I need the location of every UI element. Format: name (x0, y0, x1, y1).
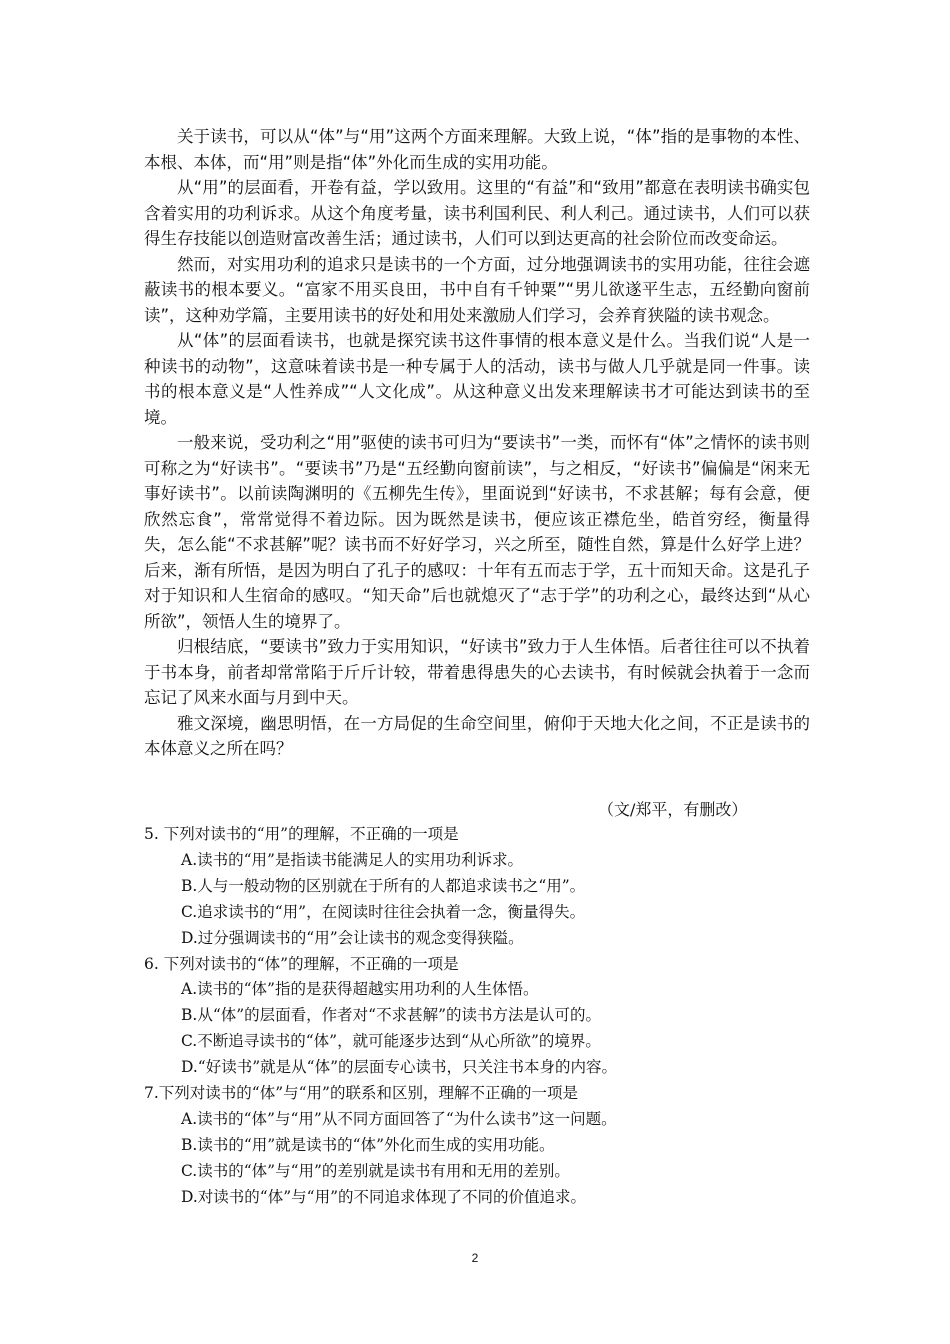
article-paragraph-5: 一般来说，受功利之“用”驱使的读书可归为“要读书”一类，而怀有“体”之情怀的读书则可称之为“好读书”。“要读书”乃是“五经勤向窗前读”，与之相反，“好读书”偏偏是“闲来无事好读书”。以前读陶渊明的《五柳先生传》，里面说到“好读书，不求甚解；每有会意，便欣然忘食”，常常觉得不着边际。因为既然是读书，便应该正襟危坐，皓首穷经，衡量得失，怎么能“不求甚解”呢？读书而不好好学习，兴之所至，随性自然，算是什么好学上进？后来，渐有所悟，是因为明白了孔子的感叹：十年有五而志于学，五十而知天命。这是孔子对于知识和人生宿命的感叹。“知天命”后也就熄灭了“志于学”的功利之心，最终达到“从心所欲”，领悟人生的境界了。 (144, 433, 810, 631)
option-b: B.读书的“用”就是读书的“体”外化而生成的实用功能。 (181, 1135, 555, 1154)
article-source: （文/郑平，有删改） (598, 800, 748, 819)
question-7 (144, 1081, 824, 1211)
article-paragraph-3: 然而，对实用功利的追求只是读书的一个方面，过分地强调读书的实用功能，往往会遮蔽读书的根本要义。“富家不用买良田，书中自有千钟粟”“男儿欲遂平生志，五经勤向窗前读”，这种劝学篇，主要用读书的好处和用处来激励人们学习，会养育狭隘的读书观念。 (144, 254, 810, 325)
question-stem: 5. 下列对读书的“用”的理解，不正确的一项是 (144, 825, 459, 843)
page-number: 2 (471, 1251, 479, 1265)
option-d: D.“好读书”就是从“体”的层面专心读书，只关注书本身的内容。 (181, 1058, 617, 1077)
option-d: D.过分强调读书的“用”会让读书的观念变得狭隘。 (181, 928, 524, 947)
question-stem: 6. 下列对读书的“体”的理解，不正确的一项是 (144, 954, 459, 973)
question-stem: 7.下列对读书的“体”与“用”的联系和区别，理解不正确的一项是 (144, 1084, 578, 1103)
question-5 (144, 822, 824, 952)
article-paragraph-4: 从“体”的层面看读书，也就是探究读书这件事情的根本意义是什么。当我们说“人是一种读书的动物”，这意味着读书是一种专属于人的活动，读书与做人几乎就是同一件事。读书的根本意义是“人性养成”“人文化成”。从这种意义出发来理解读书才可能达到读书的至境。 (144, 331, 810, 427)
option-c: C.不断追寻读书的“体”，就可能逐步达到“从心所欲”的境界。 (181, 1032, 601, 1051)
option-c: C.追求读书的“用”，在阅读时往往会执着一念，衡量得失。 (181, 902, 586, 921)
article-paragraph-7: 雅文深境，幽思明悟，在一方局促的生命空间里，俯仰于天地大化之间，不正是读书的本体意义之所在吗？ (144, 713, 810, 758)
article-paragraph-1: 关于读书，可以从“体”与“用”这两个方面来理解。大致上说，“体”指的是事物的本性、本根、本体，而“用”则是指“体”外化而生成的实用功能。 (144, 127, 810, 172)
option-b: B.从“体”的层面看，作者对“不求甚解”的读书方法是认可的。 (181, 1006, 602, 1025)
article-paragraph-2: 从“用”的层面看，开卷有益，学以致用。这里的“有益”和“致用”都意在表明读书确实包含着实用的功利诉求。从这个角度考量，读书利国利民、利人利己。通过读书，人们可以获得生存技能以创造财富改善生活；通过读书，人们可以到达更高的社会阶位而改变命运。 (144, 178, 810, 248)
article-paragraph-6: 归根结底，“要读书”致力于实用知识，“好读书”致力于人生体悟。后者往往可以不执着于书本身，前者却常常陷于斤斤计较，带着患得患失的心去读书，有时候就会执着于一念而忘记了风来水面与月到中天。 (144, 637, 810, 707)
option-c: C.读书的“体”与“用”的差别就是读书有用和无用的差别。 (181, 1161, 570, 1180)
option-a: A.读书的“体”与“用”从不同方面回答了“为什么读书”这一问题。 (181, 1109, 617, 1128)
option-a: A.读书的“体”指的是获得超越实用功利的人生体悟。 (181, 980, 539, 999)
option-a: A.读书的“用”是指读书能满足人的实用功利诉求。 (181, 850, 523, 869)
option-b: B.人与一般动物的区别就在于所有的人都追求读书之“用”。 (181, 876, 586, 895)
article-body (144, 124, 810, 762)
question-list (144, 822, 824, 1211)
option-d: D.对读书的“体”与“用”的不同追求体现了不同的价值追求。 (181, 1187, 586, 1206)
question-6 (144, 952, 824, 1082)
